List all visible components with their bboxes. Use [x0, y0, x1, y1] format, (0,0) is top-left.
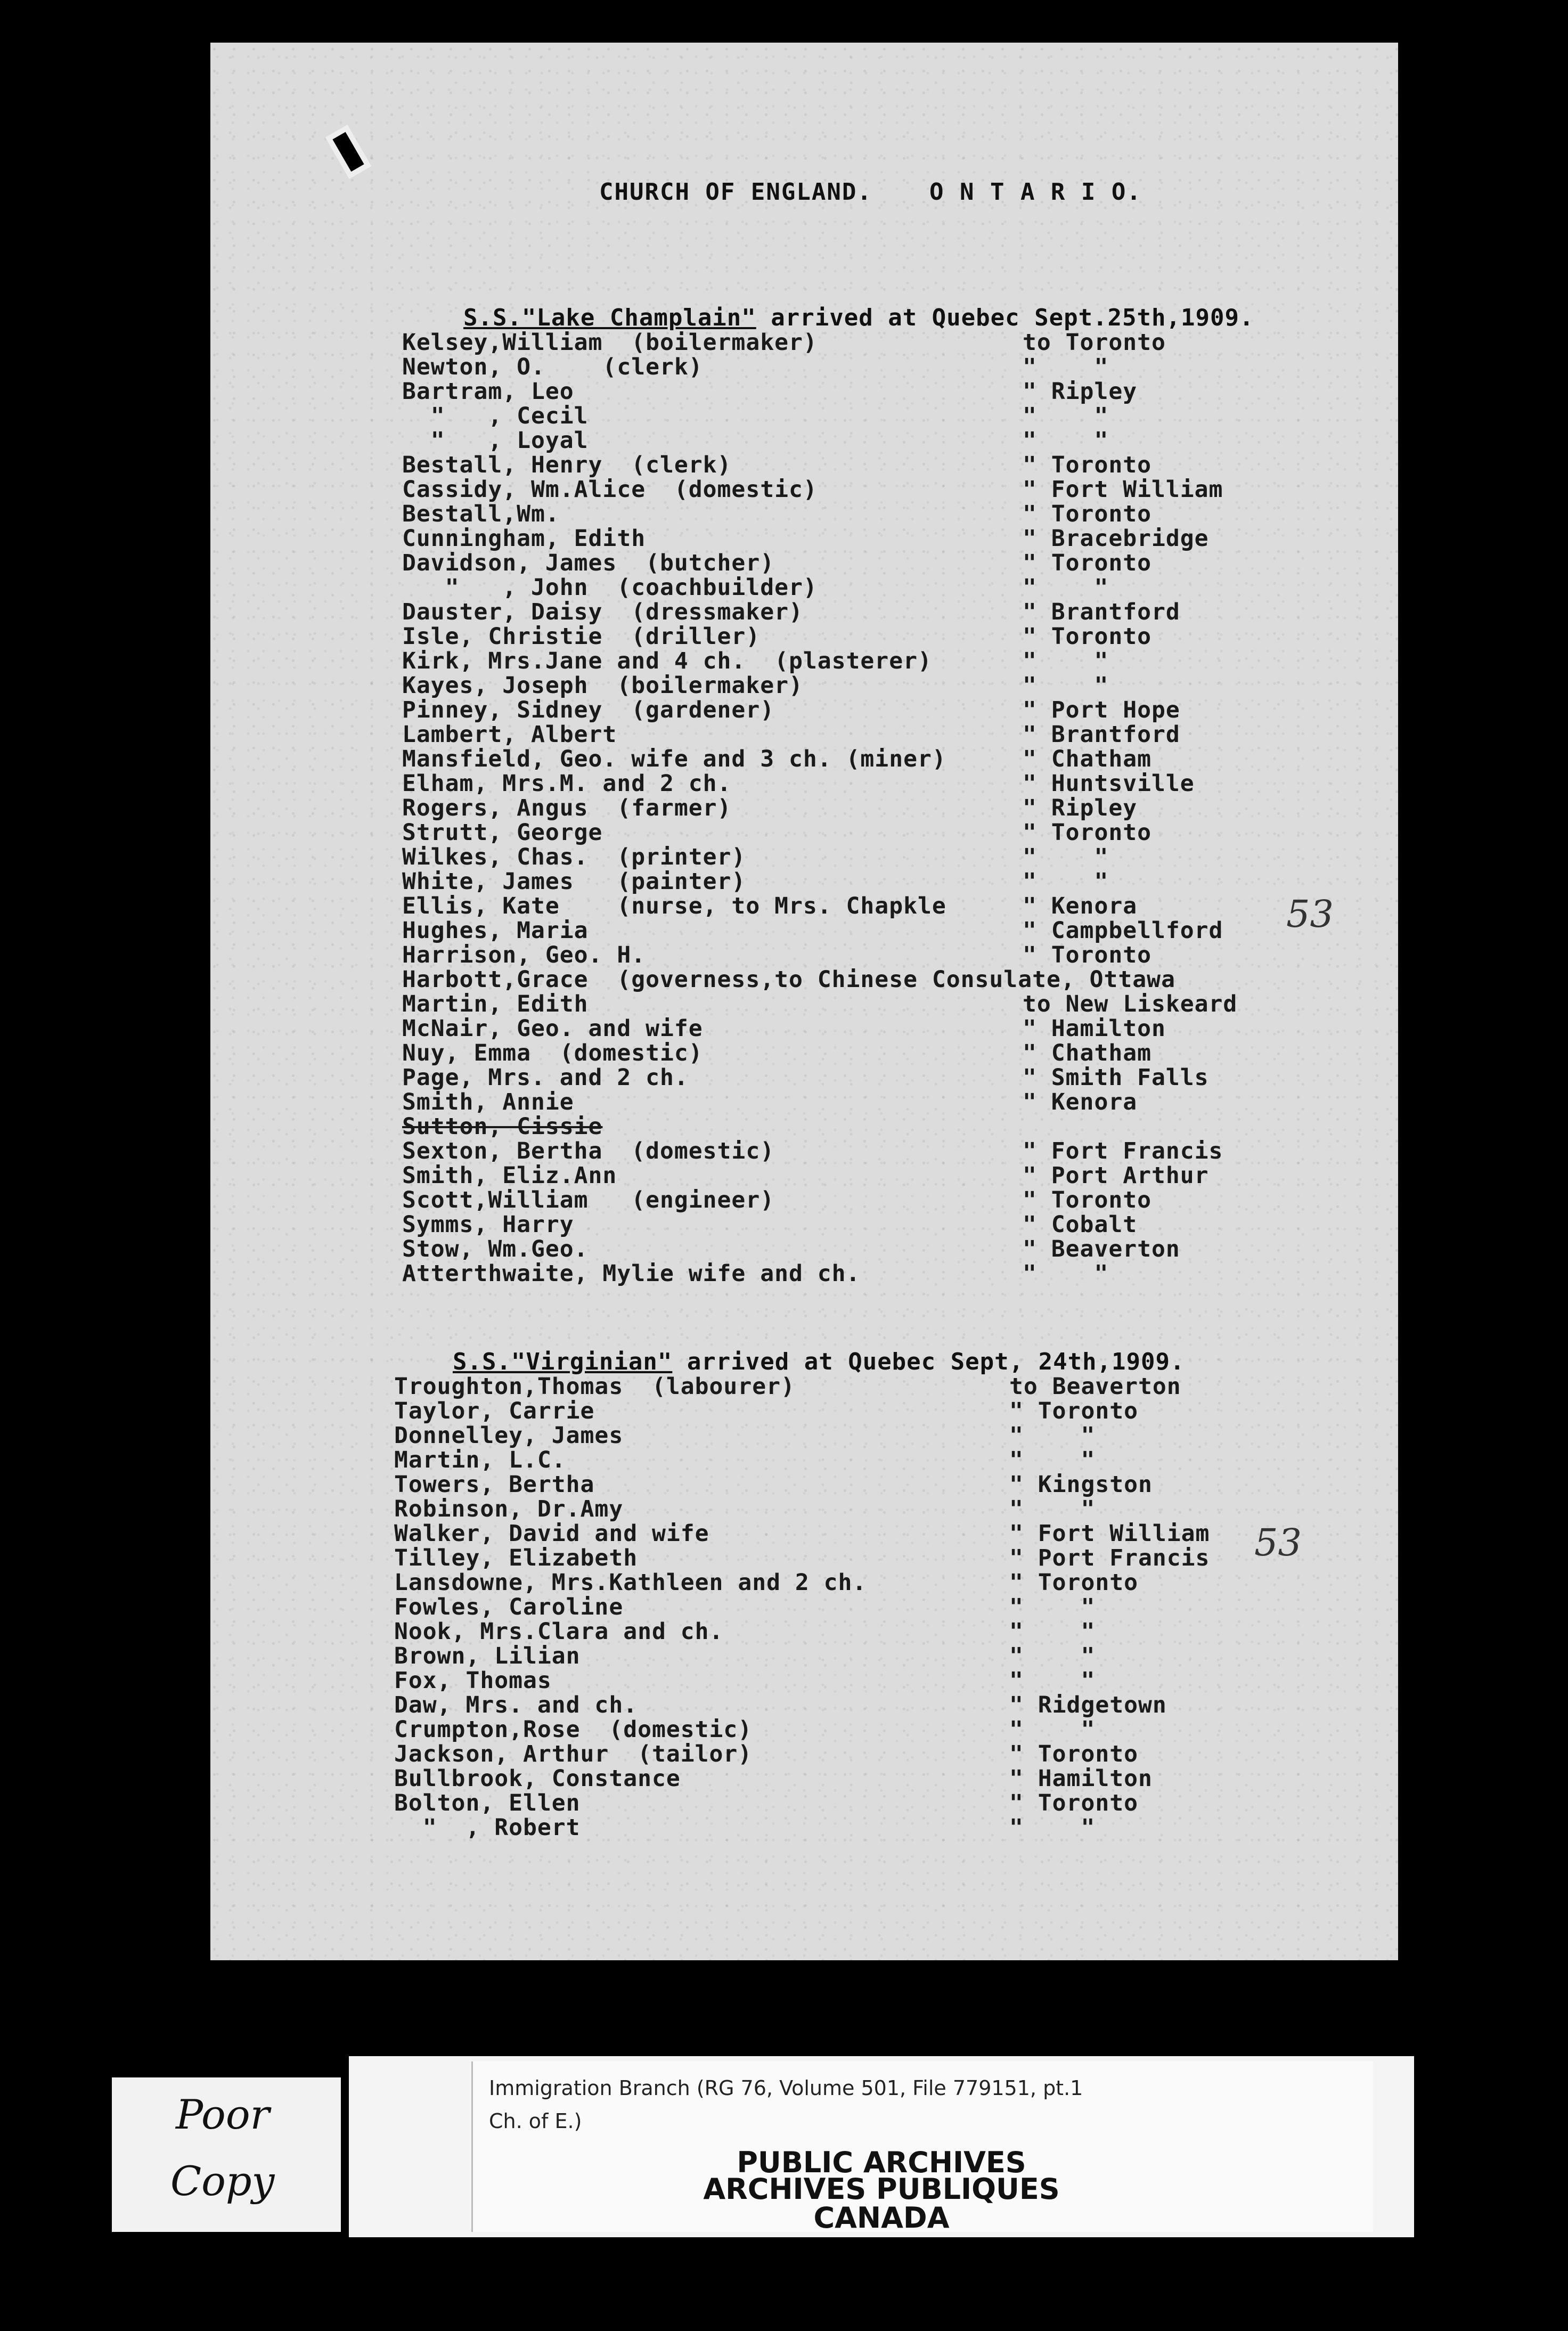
archives-name-fr: ARCHIVES PUBLIQUES [703, 2172, 1060, 2206]
destination: " Beaverton [1023, 1236, 1180, 1262]
destination: " " [1009, 1618, 1096, 1645]
passenger-name: Dauster, Daisy (dressmaker) [402, 599, 803, 625]
destination: " Campbellford [1023, 917, 1223, 944]
destination: " Chatham [1023, 1040, 1152, 1066]
destination: " Bracebridge [1023, 525, 1209, 552]
passenger-name: Strutt, George [402, 819, 603, 846]
destination: " " [1009, 1716, 1096, 1743]
poor-copy-word-2: Copy [170, 2157, 275, 2205]
margin-note-2: 53 [1254, 1521, 1302, 1564]
passenger-name: Kirk, Mrs.Jane and 4 ch. (plasterer) [402, 648, 932, 674]
destination: " " [1009, 1496, 1096, 1522]
passenger-name: Sexton, Bertha (domestic) [402, 1138, 775, 1164]
destination: " Ridgetown [1009, 1692, 1167, 1718]
passenger-name: Elham, Mrs.M. and 2 ch. [402, 770, 732, 797]
passenger-name: Taylor, Carrie [394, 1398, 595, 1424]
passenger-name: Harbott,Grace (governess,to Chinese Consulate, Ottawa [402, 966, 1175, 993]
passenger-name: Sutton, Cissie [402, 1113, 603, 1140]
passenger-name: Troughton,Thomas (labourer) [394, 1373, 795, 1400]
passenger-name: Bestall,Wm. [402, 501, 560, 527]
destination: " Toronto [1009, 1569, 1138, 1596]
destination: " " [1023, 574, 1109, 601]
passenger-name: Smith, Eliz.Ann [402, 1162, 617, 1189]
destination: " Toronto [1009, 1741, 1138, 1767]
destination: " Ripley [1023, 378, 1138, 405]
destination: " Kenora [1023, 893, 1138, 919]
passenger-name: Nook, Mrs.Clara and ch. [394, 1618, 724, 1645]
source-subject: Ch. of E.) [489, 2109, 582, 2133]
passenger-name: Isle, Christie (driller) [402, 623, 761, 650]
destination: " " [1023, 868, 1109, 895]
passenger-name: White, James (painter) [402, 868, 746, 895]
passenger-name: Stow, Wm.Geo. [402, 1236, 589, 1262]
passenger-name: Newton, O. (clerk) [402, 354, 703, 380]
destination: " " [1009, 1814, 1096, 1841]
passenger-name: Brown, Lilian [394, 1643, 581, 1669]
archives-stamp [349, 2056, 1414, 2237]
destination: " Toronto [1009, 1398, 1138, 1424]
poor-copy-word-1: Poor [176, 2091, 270, 2138]
destination: " Smith Falls [1023, 1064, 1209, 1091]
destination: " " [1009, 1594, 1096, 1620]
destination: " Kenora [1023, 1089, 1138, 1115]
passenger-name: Martin, L.C. [394, 1447, 566, 1473]
passenger-name: " , John (coachbuilder) [402, 574, 818, 601]
destination: " " [1023, 672, 1109, 699]
destination: " " [1023, 844, 1109, 870]
passenger-name: Page, Mrs. and 2 ch. [402, 1064, 689, 1091]
passenger-name: Bestall, Henry (clerk) [402, 452, 732, 478]
destination: " Toronto [1009, 1790, 1138, 1816]
passenger-name: Bolton, Ellen [394, 1790, 581, 1816]
destination: to Beaverton [1009, 1373, 1181, 1400]
document-page [210, 43, 1398, 1960]
archives-country: CANADA [813, 2201, 950, 2235]
margin-note-1: 53 [1286, 892, 1334, 936]
passenger-name: Mansfield, Geo. wife and 3 ch. (miner) [402, 746, 946, 772]
destination: " Toronto [1023, 550, 1152, 576]
passenger-name: Lansdowne, Mrs.Kathleen and 2 ch. [394, 1569, 867, 1596]
passenger-name: Nuy, Emma (domestic) [402, 1040, 703, 1066]
destination: " Kingston [1009, 1471, 1153, 1498]
passenger-name: " , Robert [394, 1814, 581, 1841]
passenger-name: Fox, Thomas [394, 1667, 552, 1694]
section-2-ship: S.S."Virginian" [452, 1348, 673, 1375]
destination: " Port Francis [1009, 1545, 1210, 1571]
destination: " " [1023, 1260, 1109, 1287]
destination: " Ripley [1023, 795, 1138, 821]
destination: " " [1023, 427, 1109, 454]
destination: " Toronto [1023, 452, 1152, 478]
destination: " Hamilton [1023, 1015, 1166, 1042]
destination: to Toronto [1023, 329, 1166, 356]
passenger-name: Davidson, James (butcher) [402, 550, 775, 576]
passenger-name: Martin, Edith [402, 991, 589, 1017]
destination: " Cobalt [1023, 1211, 1138, 1238]
archives-name-en: PUBLIC ARCHIVES [737, 2146, 1026, 2179]
destination: " Toronto [1023, 623, 1152, 650]
passenger-name: Bartram, Leo [402, 378, 574, 405]
destination: " Fort William [1023, 476, 1223, 503]
destination: " " [1009, 1643, 1096, 1669]
passenger-name: Cunningham, Edith [402, 525, 646, 552]
passenger-name: Rogers, Angus (farmer) [402, 795, 732, 821]
destination: " " [1023, 354, 1109, 380]
passenger-name: Crumpton,Rose (domestic) [394, 1716, 753, 1743]
passenger-name: Cassidy, Wm.Alice (domestic) [402, 476, 818, 503]
passenger-name: Atterthwaite, Mylie wife and ch. [402, 1260, 861, 1287]
destination: " Chatham [1023, 746, 1152, 772]
passenger-name: Daw, Mrs. and ch. [394, 1692, 638, 1718]
destination: " " [1023, 648, 1109, 674]
passenger-name: Tilley, Elizabeth [394, 1545, 638, 1571]
destination: " Fort Francis [1023, 1138, 1223, 1164]
destination: " Toronto [1023, 819, 1152, 846]
section-2-arrival: arrived at Quebec Sept, 24th,1909. [672, 1348, 1185, 1375]
destination: " " [1009, 1422, 1096, 1449]
passenger-name: Lambert, Albert [402, 721, 617, 748]
destination: " Port Arthur [1023, 1162, 1209, 1189]
destination: to New Liskeard [1023, 991, 1238, 1017]
passenger-name: Ellis, Kate (nurse, to Mrs. Chapkle [402, 893, 946, 919]
passenger-name: McNair, Geo. and wife [402, 1015, 703, 1042]
passenger-name: Wilkes, Chas. (printer) [402, 844, 746, 870]
destination: " Hamilton [1009, 1765, 1153, 1792]
header-church: CHURCH OF ENGLAND. [599, 178, 872, 206]
destination: " Brantford [1023, 721, 1180, 748]
passenger-name: Hughes, Maria [402, 917, 589, 944]
destination: " Toronto [1023, 942, 1152, 968]
passenger-name: Robinson, Dr.Amy [394, 1496, 624, 1522]
passenger-name: Donnelley, James [394, 1422, 624, 1449]
passenger-name: Smith, Annie [402, 1089, 574, 1115]
destination: " " [1009, 1667, 1096, 1694]
passenger-name: Symms, Harry [402, 1211, 574, 1238]
passenger-name: " , Loyal [402, 427, 589, 454]
passenger-name: Bullbrook, Constance [394, 1765, 681, 1792]
passenger-name: Kelsey,William (boilermaker) [402, 329, 818, 356]
passenger-name: Harrison, Geo. H. [402, 942, 646, 968]
destination: " Fort William [1009, 1520, 1210, 1547]
header-province: O N T A R I O. [929, 178, 1142, 206]
passenger-name: Towers, Bertha [394, 1471, 595, 1498]
destination: " " [1023, 403, 1109, 429]
passenger-name: Pinney, Sidney (gardener) [402, 697, 775, 723]
destination: " " [1009, 1447, 1096, 1473]
destination: " Toronto [1023, 1187, 1152, 1213]
destination: " Brantford [1023, 599, 1180, 625]
destination: " Huntsville [1023, 770, 1195, 797]
source-reference: Immigration Branch (RG 76, Volume 501, File 779151, pt.1 [489, 2076, 1083, 2100]
passenger-name: Fowles, Caroline [394, 1594, 624, 1620]
section-1-arrival: arrived at Quebec Sept.25th,1909. [756, 304, 1254, 331]
punch-mark [332, 132, 364, 172]
poor-copy-label [112, 2077, 341, 2232]
passenger-name: Kayes, Joseph (boilermaker) [402, 672, 803, 699]
section-1-ship: S.S."Lake Champlain" [463, 304, 756, 331]
passenger-name: Jackson, Arthur (tailor) [394, 1741, 753, 1767]
passenger-name: Walker, David and wife [394, 1520, 709, 1547]
destination: " Toronto [1023, 501, 1152, 527]
passenger-name: Scott,William (engineer) [402, 1187, 775, 1213]
passenger-name: " , Cecil [402, 403, 589, 429]
destination: " Port Hope [1023, 697, 1180, 723]
